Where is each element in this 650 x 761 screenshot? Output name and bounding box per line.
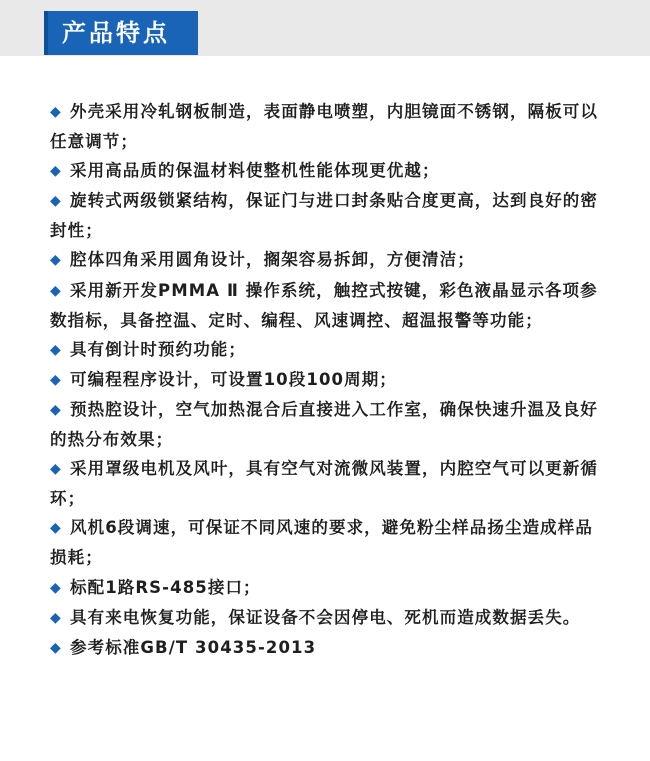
- diamond-bullet-icon: ◆: [50, 579, 62, 596]
- feature-text: 标配1路RS-485接口；: [70, 577, 261, 597]
- feature-item: [50, 186, 610, 245]
- feature-item: [50, 335, 610, 365]
- feature-text: 采用新开发PMMA Ⅱ 操作系统，触控式按键，彩色液晶显示各项参数指标，具备控温、定时、编程、风速调控、超温报警等功能；: [50, 280, 598, 330]
- feature-item: [50, 245, 610, 275]
- diamond-bullet-icon: ◆: [50, 401, 62, 418]
- feature-item: [50, 276, 610, 335]
- feature-text: 采用罩级电机及风叶，具有空气对流微风装置，内腔空气可以更新循环；: [50, 459, 598, 509]
- feature-item: [50, 513, 610, 572]
- feature-item: [50, 603, 610, 633]
- feature-item: [50, 97, 610, 156]
- feature-text: 旋转式两级锁紧结构，保证门与进口封条贴合度更高，达到良好的密封性；: [50, 191, 598, 241]
- diamond-bullet-icon: ◆: [50, 193, 62, 210]
- diamond-bullet-icon: ◆: [50, 609, 62, 626]
- feature-text: 腔体四角采用圆角设计，搁架容易拆卸，方便清洁；: [70, 250, 475, 270]
- feature-text: 可编程程序设计，可设置10段100周期；: [70, 369, 397, 389]
- diamond-bullet-icon: ◆: [50, 520, 62, 537]
- section-title: 产品特点: [62, 19, 170, 47]
- feature-item: [50, 156, 610, 186]
- diamond-bullet-icon: ◆: [50, 163, 62, 180]
- feature-item: [50, 454, 610, 513]
- feature-item: [50, 633, 610, 663]
- section-title-stripe: [44, 11, 48, 55]
- diamond-bullet-icon: ◆: [50, 252, 62, 269]
- diamond-bullet-icon: ◆: [50, 341, 62, 358]
- feature-text: 采用高品质的保温材料使整机性能体现更优越；: [70, 161, 440, 181]
- feature-item: [50, 395, 610, 454]
- feature-text: 参考标准GB/T 30435-2013: [70, 637, 317, 657]
- feature-text: 预热腔设计，空气加热混合后直接进入工作室，确保快速升温及良好的热分布效果；: [50, 399, 598, 450]
- diamond-bullet-icon: ◆: [50, 371, 62, 388]
- feature-text: 风机6段调速，可保证不同风速的要求，避免粉尘样品扬尘造成样品损耗；: [50, 518, 593, 568]
- feature-text: 具有来电恢复功能，保证设备不会因停电、死机而造成数据丢失。: [70, 607, 581, 627]
- feature-item: [50, 365, 610, 395]
- feature-text: 外壳采用冷轧钢板制造，表面静电喷塑，内胆镜面不锈钢，隔板可以任意调节；: [50, 102, 598, 152]
- feature-text: 具有倒计时预约功能；: [70, 339, 246, 359]
- diamond-bullet-icon: ◆: [50, 282, 62, 299]
- diamond-bullet-icon: ◆: [50, 104, 62, 120]
- feature-item: [50, 573, 610, 603]
- diamond-bullet-icon: ◆: [50, 461, 62, 478]
- diamond-bullet-icon: ◆: [50, 639, 62, 656]
- feature-list: [50, 97, 610, 663]
